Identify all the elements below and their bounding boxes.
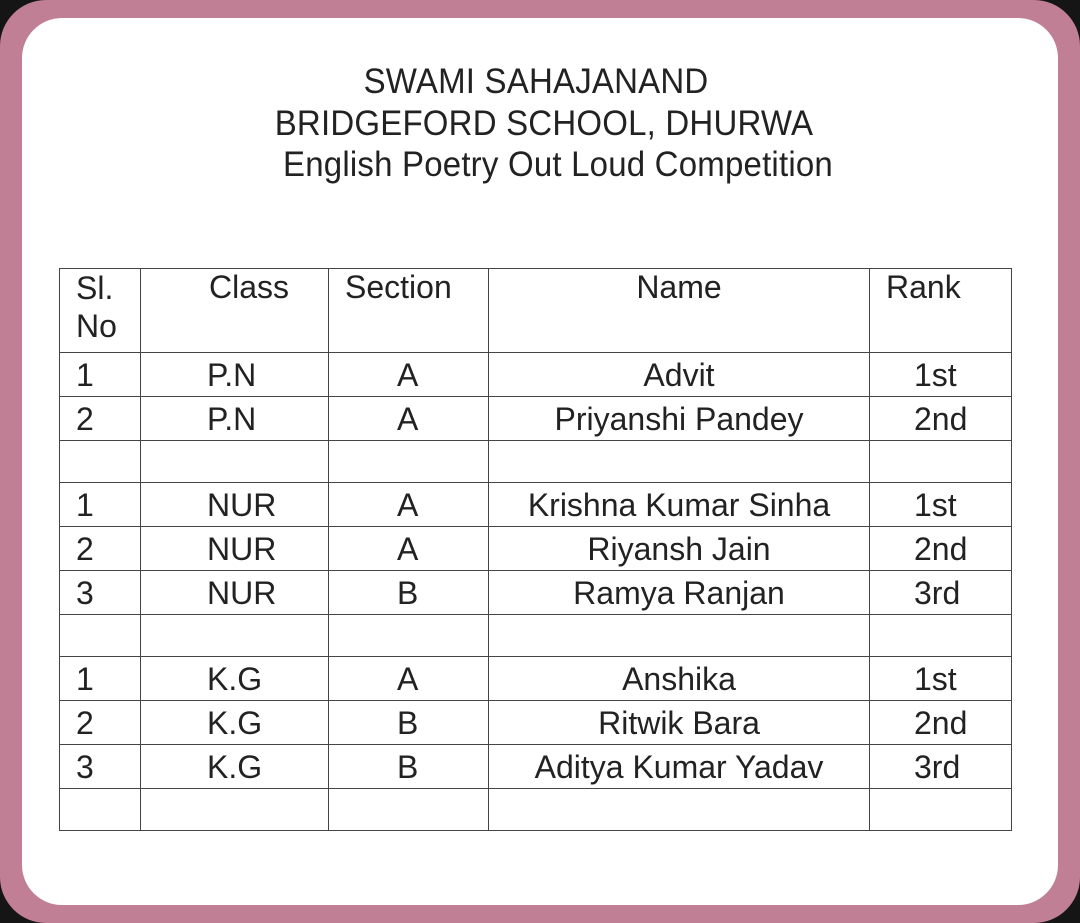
cell-sl-no: 1: [60, 353, 141, 397]
competition-title: English Poetry Out Loud Competition: [283, 143, 833, 184]
cell-name: [489, 789, 870, 831]
cell-sl-no: 2: [60, 527, 141, 571]
cell-class: NUR: [141, 571, 329, 615]
cell-rank: 1st: [870, 657, 1012, 701]
cell-rank: 3rd: [870, 571, 1012, 615]
cell-class: K.G: [141, 657, 329, 701]
cell-name: Anshika: [489, 657, 870, 701]
table-row: [60, 527, 1012, 571]
table-row: [60, 701, 1012, 745]
cell-rank: [870, 615, 1012, 657]
cell-rank: 1st: [870, 353, 1012, 397]
cell-sl-no: 2: [60, 701, 141, 745]
cell-rank: [870, 789, 1012, 831]
table-row-blank: [60, 615, 1012, 657]
cell-sl-no: 3: [60, 571, 141, 615]
table-header-row: [60, 269, 1012, 353]
cell-section: B: [329, 571, 489, 615]
column-header-rank: Rank: [870, 269, 1012, 353]
cell-class: P.N: [141, 353, 329, 397]
cell-sl-no: 1: [60, 657, 141, 701]
column-header-section: Section: [329, 269, 489, 353]
cell-section: A: [329, 657, 489, 701]
cell-name: Ritwik Bara: [489, 701, 870, 745]
cell-rank: 2nd: [870, 397, 1012, 441]
cell-name: Krishna Kumar Sinha: [489, 483, 870, 527]
cell-sl-no: [60, 615, 141, 657]
school-name-line2: BRIDGEFORD SCHOOL, DHURWA: [274, 102, 814, 143]
table-row: [60, 571, 1012, 615]
cell-class: NUR: [141, 483, 329, 527]
cell-rank: 2nd: [870, 527, 1012, 571]
results-card: [22, 18, 1058, 905]
cell-class: K.G: [141, 701, 329, 745]
cell-section: B: [329, 745, 489, 789]
cell-sl-no: 2: [60, 397, 141, 441]
cell-sl-no: 3: [60, 745, 141, 789]
results-table: [59, 268, 1012, 831]
cell-class: [141, 615, 329, 657]
table-row: [60, 397, 1012, 441]
cell-sl-no: [60, 789, 141, 831]
cell-name: Advit: [489, 353, 870, 397]
cell-name: Priyanshi Pandey: [489, 397, 870, 441]
cell-section: A: [329, 397, 489, 441]
cell-sl-no: 1: [60, 483, 141, 527]
cell-name: Aditya Kumar Yadav: [489, 745, 870, 789]
school-name-line1: SWAMI SAHAJANAND: [363, 60, 709, 101]
column-header-name: Name: [489, 269, 870, 353]
table-row: [60, 353, 1012, 397]
cell-rank: 1st: [870, 483, 1012, 527]
cell-section: B: [329, 701, 489, 745]
table-body: [60, 353, 1012, 831]
cell-section: A: [329, 483, 489, 527]
cell-sl-no: [60, 441, 141, 483]
cell-class: P.N: [141, 397, 329, 441]
cell-name: Riyansh Jain: [489, 527, 870, 571]
cell-class: [141, 789, 329, 831]
cell-class: NUR: [141, 527, 329, 571]
table-row: [60, 483, 1012, 527]
cell-name: Ramya Ranjan: [489, 571, 870, 615]
cell-name: [489, 615, 870, 657]
cell-name: [489, 441, 870, 483]
column-header-class: Class: [141, 269, 329, 353]
table-row: [60, 745, 1012, 789]
column-header-sl-no: [60, 269, 141, 353]
table-row: [60, 657, 1012, 701]
cell-class: [141, 441, 329, 483]
table-row-blank: [60, 441, 1012, 483]
table-row-blank: [60, 789, 1012, 831]
cell-section: A: [329, 353, 489, 397]
sl-no-label: Sl. No: [76, 270, 117, 344]
cell-class: K.G: [141, 745, 329, 789]
cell-section: A: [329, 527, 489, 571]
cell-section: [329, 789, 489, 831]
cell-rank: [870, 441, 1012, 483]
cell-section: [329, 441, 489, 483]
cell-rank: 2nd: [870, 701, 1012, 745]
cell-section: [329, 615, 489, 657]
cell-rank: 3rd: [870, 745, 1012, 789]
